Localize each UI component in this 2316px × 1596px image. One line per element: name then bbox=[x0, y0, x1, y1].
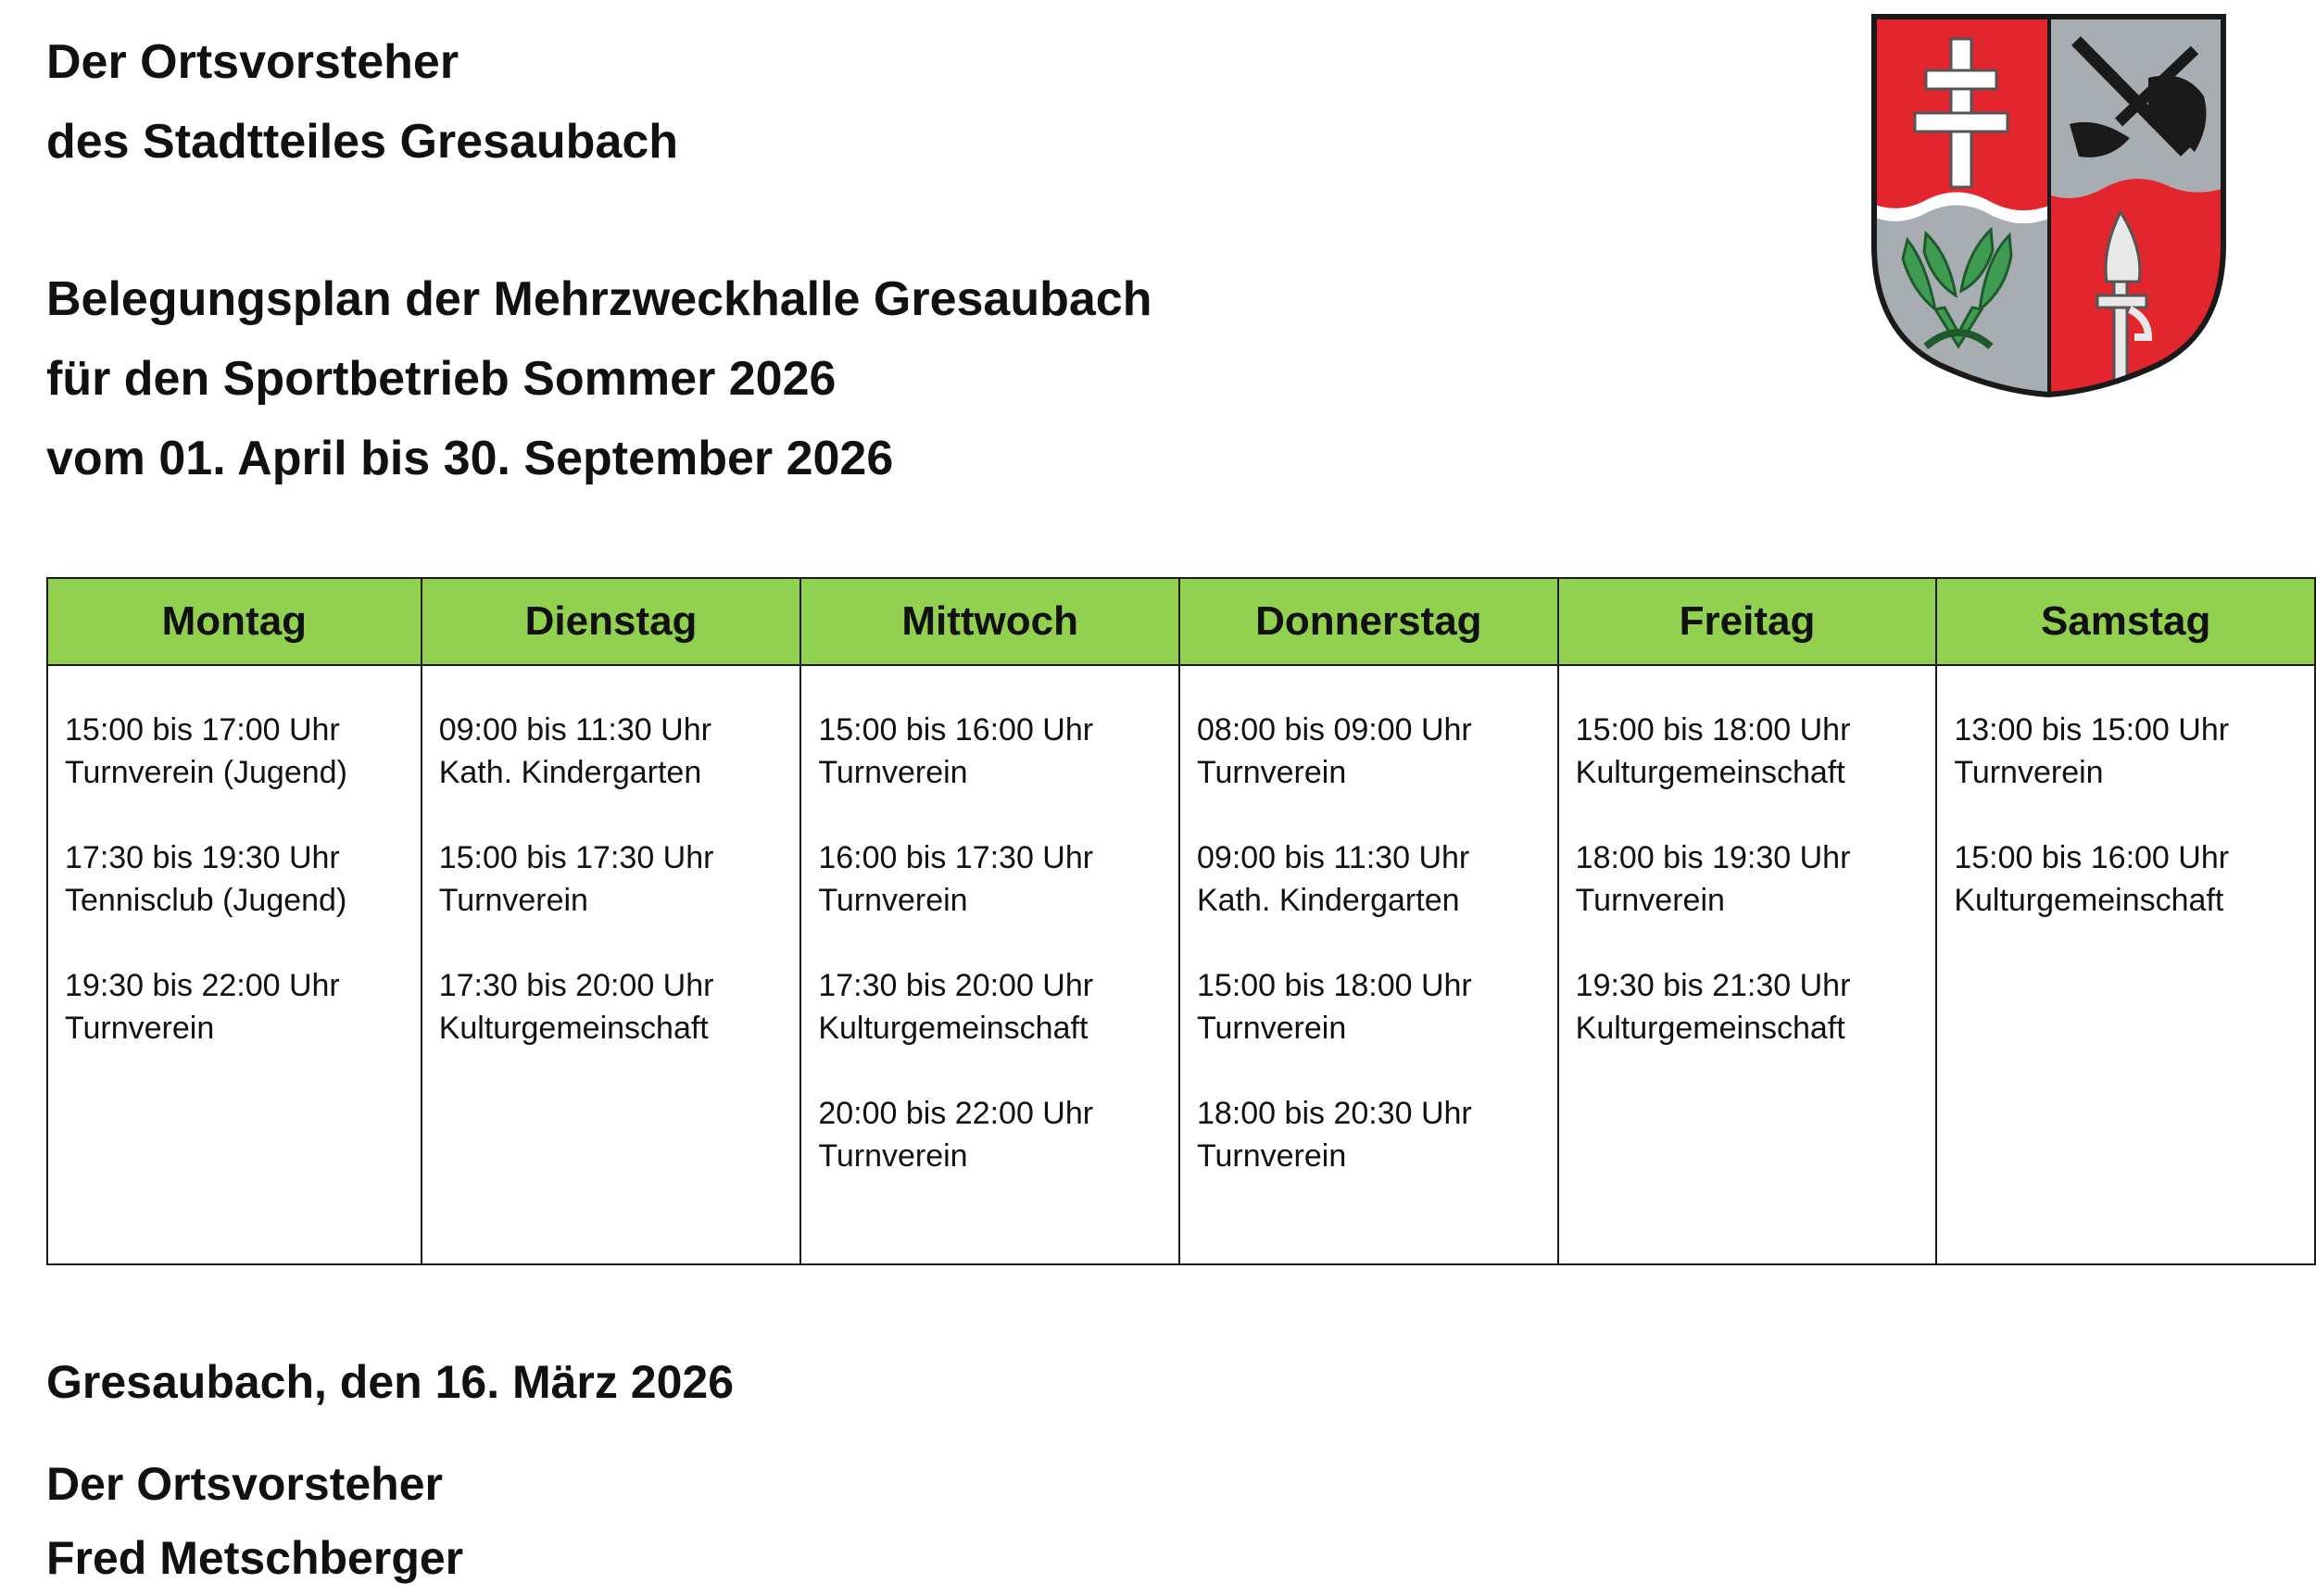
title-line-3: vom 01. April bis 30. September 2026 bbox=[46, 432, 894, 485]
sender-line-2: des Stadtteiles Gresaubach bbox=[46, 115, 679, 169]
silver-field-bottom-left bbox=[1870, 201, 2049, 397]
booking-time: 15:00 bis 18:00 Uhr bbox=[1575, 712, 1851, 748]
booking-entry bbox=[1197, 836, 1557, 922]
booking-entry bbox=[1197, 709, 1557, 794]
booking-time: 13:00 bis 15:00 Uhr bbox=[1954, 712, 2230, 748]
day-cell-dienstag bbox=[422, 665, 801, 1264]
day-header-mittwoch: Mittwoch bbox=[800, 578, 1179, 665]
booking-group: Kulturgemeinschaft bbox=[1575, 755, 1845, 790]
schedule-table bbox=[46, 577, 2316, 1265]
booking-time: 17:30 bis 20:00 Uhr bbox=[438, 968, 714, 1003]
booking-entry bbox=[818, 1092, 1178, 1177]
booking-time: 20:00 bis 22:00 Uhr bbox=[818, 1096, 1094, 1131]
booking-time: 18:00 bis 20:30 Uhr bbox=[1197, 1096, 1472, 1131]
day-cell-montag bbox=[47, 665, 422, 1264]
booking-time: 15:00 bis 16:00 Uhr bbox=[818, 712, 1094, 748]
booking-group: Turnverein bbox=[65, 1011, 215, 1046]
title-line-2: für den Sportbetrieb Sommer 2026 bbox=[46, 352, 837, 406]
booking-group: Kulturgemeinschaft bbox=[1954, 883, 2224, 918]
booking-entry bbox=[65, 709, 421, 794]
booking-group: Kulturgemeinschaft bbox=[818, 1011, 1089, 1046]
booking-time: 08:00 bis 09:00 Uhr bbox=[1197, 712, 1472, 748]
booking-group: Turnverein bbox=[438, 883, 588, 918]
booking-entry bbox=[1197, 964, 1557, 1049]
booking-entry bbox=[65, 964, 421, 1049]
booking-group: Turnverein (Jugend) bbox=[65, 755, 347, 790]
booking-time: 17:30 bis 20:00 Uhr bbox=[818, 968, 1094, 1003]
booking-group: Turnverein bbox=[1197, 755, 1347, 790]
document-heading bbox=[46, 22, 1152, 498]
booking-group: Tennisclub (Jugend) bbox=[65, 883, 347, 918]
red-field-bottom-right bbox=[2049, 179, 2227, 397]
booking-entry bbox=[1576, 836, 1936, 922]
sender-line-1: Der Ortsvorsteher bbox=[46, 35, 459, 89]
schedule-header-row bbox=[47, 578, 2315, 665]
coat-of-arms-icon bbox=[1870, 13, 2227, 397]
day-header-montag: Montag bbox=[47, 578, 422, 665]
booking-group: Turnverein bbox=[1197, 1138, 1347, 1174]
booking-entry bbox=[439, 964, 800, 1049]
booking-time: 18:00 bis 19:30 Uhr bbox=[1575, 840, 1851, 875]
booking-time: 15:00 bis 17:30 Uhr bbox=[438, 840, 714, 875]
signature-title: Der Ortsvorsteher bbox=[46, 1458, 443, 1510]
booking-group: Kath. Kindergarten bbox=[438, 755, 702, 790]
booking-entry bbox=[818, 964, 1178, 1049]
booking-group: Turnverein bbox=[1954, 755, 2104, 790]
day-cell-mittwoch bbox=[800, 665, 1179, 1264]
document-footer bbox=[46, 1345, 734, 1595]
signature-name: Fred Metschberger bbox=[46, 1532, 464, 1584]
booking-time: 16:00 bis 17:30 Uhr bbox=[818, 840, 1094, 875]
booking-entry bbox=[1576, 709, 1936, 794]
booking-time: 15:00 bis 17:00 Uhr bbox=[65, 712, 340, 748]
booking-entry bbox=[439, 836, 800, 922]
place-date-line: Gresaubach, den 16. März 2026 bbox=[46, 1356, 735, 1408]
booking-time: 19:30 bis 22:00 Uhr bbox=[65, 968, 340, 1003]
booking-time: 09:00 bis 11:30 Uhr bbox=[438, 712, 711, 748]
day-header-freitag: Freitag bbox=[1558, 578, 1937, 665]
booking-time: 19:30 bis 21:30 Uhr bbox=[1575, 968, 1851, 1003]
booking-entry bbox=[1954, 709, 2314, 794]
schedule-body-row bbox=[47, 665, 2315, 1264]
booking-group: Turnverein bbox=[1575, 883, 1725, 918]
booking-time: 15:00 bis 18:00 Uhr bbox=[1197, 968, 1472, 1003]
booking-time: 09:00 bis 11:30 Uhr bbox=[1197, 840, 1470, 875]
booking-group: Turnverein bbox=[818, 1138, 968, 1174]
booking-entry bbox=[818, 709, 1178, 794]
booking-entry bbox=[818, 836, 1178, 922]
booking-time: 15:00 bis 16:00 Uhr bbox=[1954, 840, 2230, 875]
day-cell-donnerstag bbox=[1179, 665, 1558, 1264]
booking-entry bbox=[65, 836, 421, 922]
day-header-donnerstag: Donnerstag bbox=[1179, 578, 1558, 665]
booking-entry bbox=[439, 709, 800, 794]
booking-group: Turnverein bbox=[1197, 1011, 1347, 1046]
booking-group: Kath. Kindergarten bbox=[1197, 883, 1460, 918]
title-line-1: Belegungsplan der Mehrzweckhalle Gresaubach bbox=[46, 272, 1152, 326]
booking-time: 17:30 bis 19:30 Uhr bbox=[65, 840, 340, 875]
booking-group: Turnverein bbox=[818, 883, 968, 918]
day-cell-freitag bbox=[1558, 665, 1937, 1264]
booking-entry bbox=[1576, 964, 1936, 1049]
day-header-samstag: Samstag bbox=[1936, 578, 2315, 665]
booking-group: Kulturgemeinschaft bbox=[1575, 1011, 1845, 1046]
day-header-dienstag: Dienstag bbox=[422, 578, 801, 665]
booking-entry bbox=[1197, 1092, 1557, 1177]
day-cell-samstag bbox=[1936, 665, 2315, 1264]
booking-group: Kulturgemeinschaft bbox=[438, 1011, 709, 1046]
booking-entry bbox=[1954, 836, 2314, 922]
booking-group: Turnverein bbox=[818, 755, 968, 790]
